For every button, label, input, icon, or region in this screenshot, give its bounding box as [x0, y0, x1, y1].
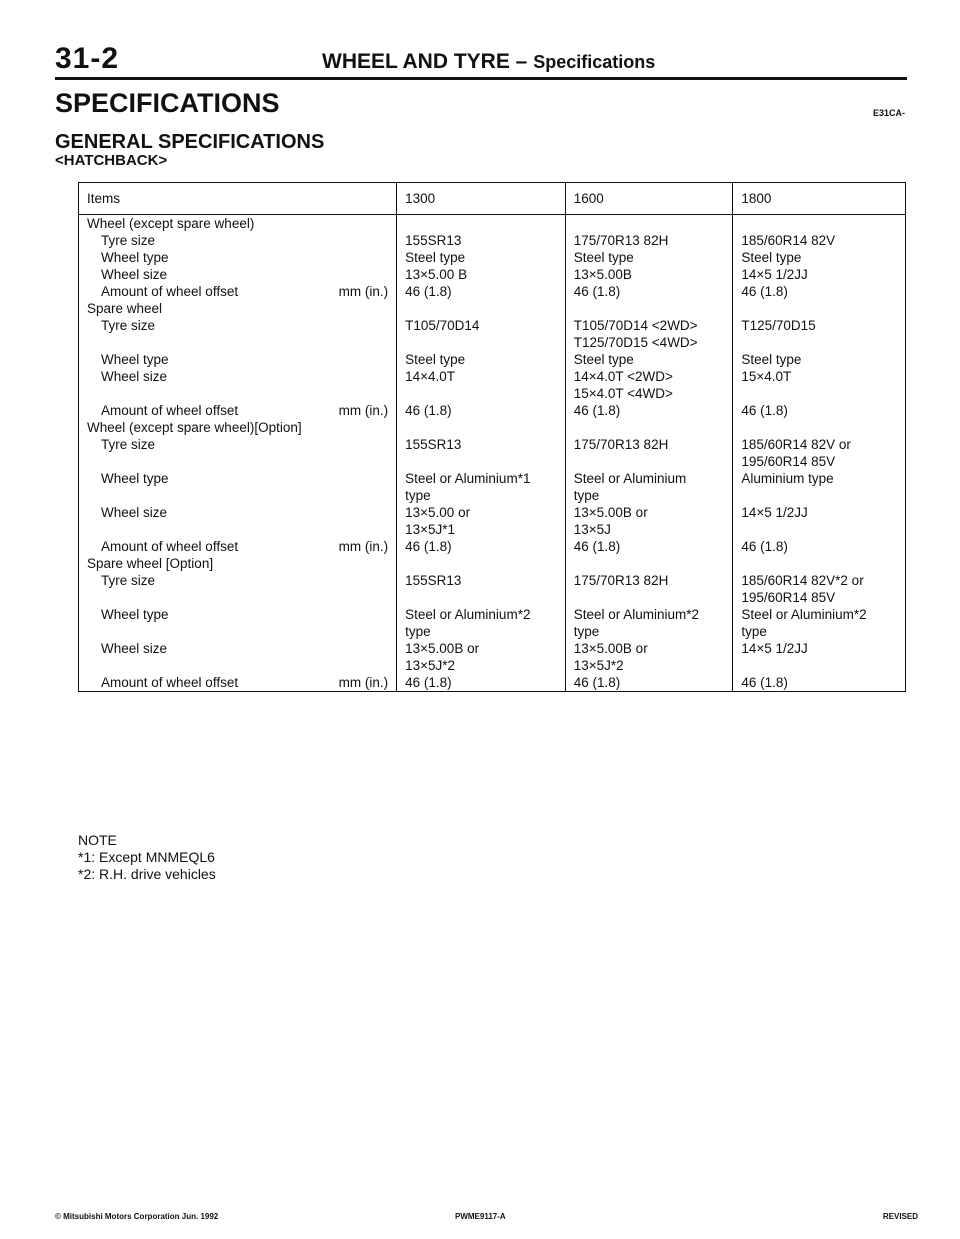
- value-1800: Steel or Aluminium*2 type: [733, 606, 906, 640]
- row-item-cell: [79, 215, 397, 233]
- value-1600: T105/70D14 <2WD> T125/70D15 <4WD>: [565, 317, 733, 351]
- row-label: Wheel (except spare wheel)[Option]: [87, 420, 302, 435]
- value-1300: 46 (1.8): [397, 538, 566, 555]
- row-item-wrapper: [87, 555, 388, 572]
- table-row: [79, 606, 906, 640]
- value-1800: T125/70D15: [733, 317, 906, 351]
- running-header: [322, 50, 655, 74]
- value-1600: 46 (1.8): [565, 674, 733, 692]
- row-item-wrapper: [87, 640, 388, 657]
- row-label: Wheel size: [101, 641, 168, 656]
- value-1800: Aluminium type: [733, 470, 906, 504]
- value-1800: 46 (1.8): [733, 283, 906, 300]
- value-1600: 46 (1.8): [565, 283, 733, 300]
- row-item-cell: [79, 283, 397, 300]
- table-header-row: [79, 183, 906, 215]
- specifications-table: [78, 182, 906, 692]
- row-label: Wheel type: [101, 607, 169, 622]
- value-1800: 14×5 1/2JJ: [733, 640, 906, 674]
- row-unit: mm (in.): [338, 403, 389, 418]
- row-item-wrapper: [87, 283, 388, 300]
- value-1300: 46 (1.8): [397, 283, 566, 300]
- value-1300: 46 (1.8): [397, 402, 566, 419]
- row-unit: mm (in.): [338, 675, 389, 690]
- value-1300: Steel or Aluminium*2 type: [397, 606, 566, 640]
- row-unit: mm (in.): [338, 284, 389, 299]
- row-label: Spare wheel: [87, 301, 163, 316]
- row-item-wrapper: [87, 232, 388, 249]
- row-item-wrapper: [87, 351, 388, 368]
- note-item-2: *2: R.H. drive vehicles: [78, 866, 216, 882]
- value-1800: 14×5 1/2JJ: [733, 266, 906, 283]
- row-item-wrapper: [87, 300, 388, 317]
- variant-title: <HATCHBACK>: [55, 152, 168, 169]
- row-label: Spare wheel [Option]: [87, 556, 214, 571]
- table-row: [79, 436, 906, 470]
- column-header-1800: 1800: [733, 183, 906, 215]
- section-code: E31CA-: [872, 108, 905, 118]
- row-item-wrapper: [87, 606, 388, 623]
- value-1600: Steel type: [565, 351, 733, 368]
- table-row: [79, 249, 906, 266]
- row-item-cell: [79, 351, 397, 368]
- table-row: [79, 470, 906, 504]
- row-item-wrapper: [87, 470, 388, 487]
- column-header-1600: 1600: [565, 183, 733, 215]
- row-unit: mm (in.): [338, 539, 389, 554]
- running-title: WHEEL AND TYRE: [322, 50, 510, 73]
- row-item-cell: [79, 368, 397, 402]
- specifications-table-body: [79, 183, 906, 692]
- value-1600: 14×4.0T <2WD> 15×4.0T <4WD>: [565, 368, 733, 402]
- row-item-wrapper: [87, 368, 388, 385]
- section-title: SPECIFICATIONS: [55, 88, 280, 118]
- footer-copyright: © Mitsubishi Motors Corporation Jun. 1992: [55, 1212, 219, 1221]
- row-item-wrapper: [87, 215, 388, 232]
- value-1600: 13×5.00B or 13×5J: [565, 504, 733, 538]
- value-1600: [565, 300, 733, 317]
- value-1800: 185/60R14 82V or 195/60R14 85V: [733, 436, 906, 470]
- row-item-cell: [79, 470, 397, 504]
- column-header-1300: 1300: [397, 183, 566, 215]
- value-1300: [397, 419, 566, 436]
- note-item-1: *1: Except MNMEQL6: [78, 849, 215, 865]
- row-item-wrapper: [87, 317, 388, 334]
- value-1600: [565, 555, 733, 572]
- value-1800: [733, 215, 906, 233]
- row-label: Tyre size: [101, 233, 156, 248]
- row-item-cell: [79, 300, 397, 317]
- value-1300: 13×5.00B or 13×5J*2: [397, 640, 566, 674]
- value-1300: 155SR13: [397, 572, 566, 606]
- value-1800: [733, 300, 906, 317]
- value-1600: 46 (1.8): [565, 402, 733, 419]
- notes: [78, 832, 216, 883]
- row-label: Amount of wheel offset: [101, 284, 239, 299]
- table-row: [79, 555, 906, 572]
- table-row: [79, 266, 906, 283]
- row-item-cell: [79, 419, 397, 436]
- row-item-wrapper: [87, 419, 388, 436]
- value-1300: Steel type: [397, 249, 566, 266]
- row-item-cell: [79, 674, 397, 692]
- row-label: Wheel size: [101, 505, 168, 520]
- page-number: 31-2: [55, 42, 120, 75]
- value-1300: 155SR13: [397, 436, 566, 470]
- row-item-wrapper: [87, 538, 388, 555]
- value-1300: T105/70D14: [397, 317, 566, 351]
- value-1800: Steel type: [733, 351, 906, 368]
- row-item-wrapper: [87, 266, 388, 283]
- row-item-cell: [79, 538, 397, 555]
- row-label: Wheel type: [101, 250, 169, 265]
- value-1300: 13×5.00 B: [397, 266, 566, 283]
- value-1600: Steel or Aluminium*2 type: [565, 606, 733, 640]
- row-label: Tyre size: [101, 573, 156, 588]
- footer-status: REVISED: [882, 1212, 918, 1221]
- table-row: [79, 504, 906, 538]
- table-row: [79, 640, 906, 674]
- value-1800: [733, 555, 906, 572]
- value-1800: 15×4.0T: [733, 368, 906, 402]
- row-item-cell: [79, 249, 397, 266]
- value-1600: [565, 419, 733, 436]
- value-1800: Steel type: [733, 249, 906, 266]
- table-row: [79, 538, 906, 555]
- row-label: Tyre size: [101, 437, 156, 452]
- row-item-cell: [79, 572, 397, 606]
- row-item-cell: [79, 402, 397, 419]
- value-1300: Steel type: [397, 351, 566, 368]
- row-item-cell: [79, 504, 397, 538]
- row-item-cell: [79, 436, 397, 470]
- row-item-cell: [79, 606, 397, 640]
- value-1600: Steel type: [565, 249, 733, 266]
- value-1300: 46 (1.8): [397, 674, 566, 692]
- value-1600: 175/70R13 82H: [565, 572, 733, 606]
- value-1600: 13×5.00B or 13×5J*2: [565, 640, 733, 674]
- row-item-wrapper: [87, 436, 388, 453]
- table-row: [79, 572, 906, 606]
- value-1600: [565, 215, 733, 233]
- table-row: [79, 402, 906, 419]
- row-item-cell: [79, 266, 397, 283]
- value-1800: 46 (1.8): [733, 674, 906, 692]
- row-label: Wheel type: [101, 352, 169, 367]
- value-1300: 14×4.0T: [397, 368, 566, 402]
- row-label: Amount of wheel offset: [101, 403, 239, 418]
- row-item-cell: [79, 232, 397, 249]
- table-row: [79, 317, 906, 351]
- value-1300: [397, 215, 566, 233]
- column-header-items: Items: [79, 183, 397, 215]
- row-label: Tyre size: [101, 318, 156, 333]
- value-1300: Steel or Aluminium*1 type: [397, 470, 566, 504]
- value-1600: Steel or Aluminium type: [565, 470, 733, 504]
- table-row: [79, 215, 906, 233]
- value-1600: 175/70R13 82H: [565, 232, 733, 249]
- row-label: Wheel (except spare wheel): [87, 216, 255, 231]
- value-1800: 46 (1.8): [733, 538, 906, 555]
- subsection-title: GENERAL SPECIFICATIONS: [55, 131, 325, 153]
- table-row: [79, 232, 906, 249]
- value-1600: 13×5.00B: [565, 266, 733, 283]
- value-1800: 46 (1.8): [733, 402, 906, 419]
- value-1800: 185/60R14 82V*2 or 195/60R14 85V: [733, 572, 906, 606]
- value-1300: [397, 555, 566, 572]
- footer-code: PWME9117-A: [455, 1212, 506, 1221]
- value-1800: 185/60R14 82V: [733, 232, 906, 249]
- row-item-wrapper: [87, 504, 388, 521]
- table-row: [79, 283, 906, 300]
- table-row: [79, 300, 906, 317]
- table-row: [79, 351, 906, 368]
- row-item-cell: [79, 640, 397, 674]
- value-1800: [733, 419, 906, 436]
- row-item-cell: [79, 555, 397, 572]
- row-label: Amount of wheel offset: [101, 539, 239, 554]
- row-label: Wheel type: [101, 471, 169, 486]
- header-rule: [55, 77, 907, 80]
- table-row: [79, 419, 906, 436]
- value-1300: 155SR13: [397, 232, 566, 249]
- value-1800: 14×5 1/2JJ: [733, 504, 906, 538]
- value-1300: 13×5.00 or 13×5J*1: [397, 504, 566, 538]
- row-item-wrapper: [87, 674, 388, 691]
- value-1300: [397, 300, 566, 317]
- table-row: [79, 674, 906, 692]
- running-subtitle: Specifications: [533, 52, 656, 72]
- row-item-cell: [79, 317, 397, 351]
- row-label: Wheel size: [101, 369, 168, 384]
- table-row: [79, 368, 906, 402]
- row-label: Wheel size: [101, 267, 168, 282]
- row-item-wrapper: [87, 402, 388, 419]
- value-1600: 46 (1.8): [565, 538, 733, 555]
- running-dash: –: [509, 50, 534, 73]
- notes-heading: NOTE: [78, 832, 117, 848]
- row-item-wrapper: [87, 572, 388, 589]
- row-item-wrapper: [87, 249, 388, 266]
- row-label: Amount of wheel offset: [101, 675, 239, 690]
- value-1600: 175/70R13 82H: [565, 436, 733, 470]
